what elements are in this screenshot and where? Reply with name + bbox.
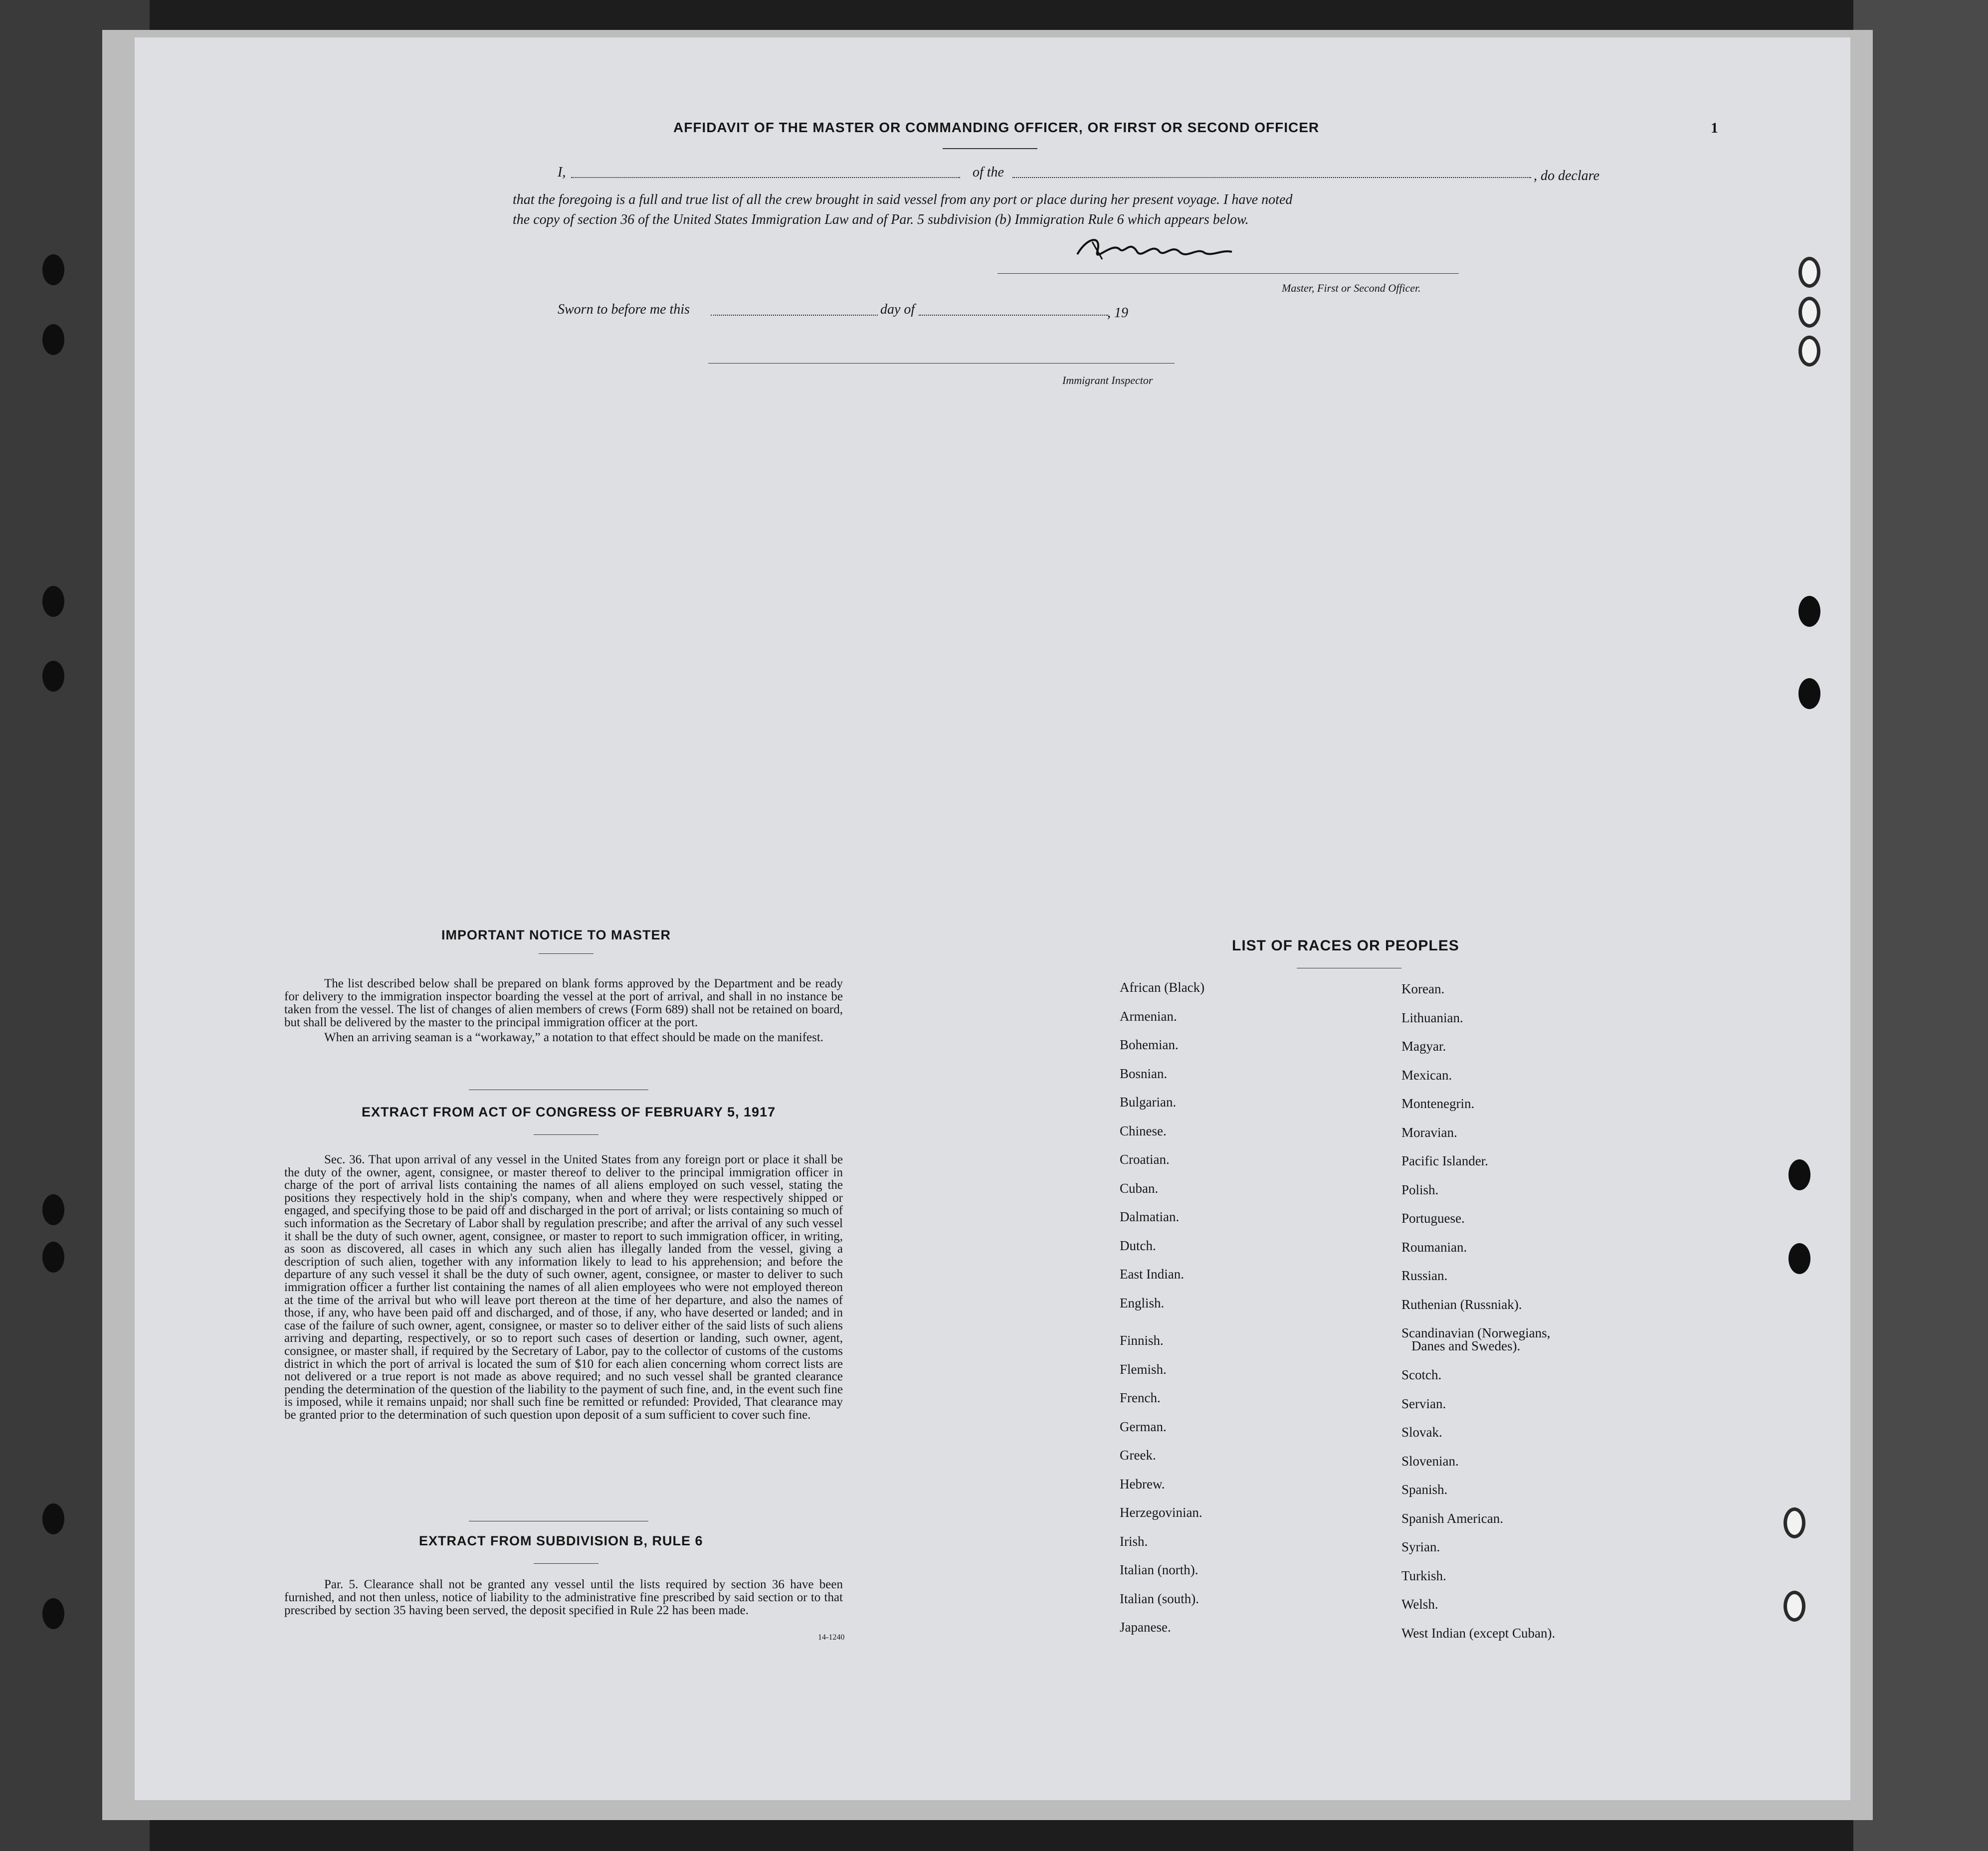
race-item: Servian. <box>1401 1396 1446 1411</box>
punch-hole <box>42 254 64 285</box>
page-mark: 1 <box>1711 120 1718 136</box>
punch-hole <box>1784 1591 1805 1622</box>
year-text: , 19 <box>1107 305 1128 321</box>
vessel-field[interactable] <box>1012 177 1531 178</box>
notice-paragraph-2: When an arriving seaman is a “workaway,” a notation to that effect should be made on the manifest. <box>324 1031 824 1044</box>
race-item: Japanese. <box>1120 1620 1171 1635</box>
rule-extract-text: Par. 5. Clearance shall not be granted any vessel until the lists required by section 36 have been furnished, and not then unless, notice of liability to the administrative fine prescribed by said section or to that prescribed by section 35 having been served, the deposit specified in Rule 22 has been made. <box>284 1578 843 1617</box>
race-item: Portuguese. <box>1401 1211 1465 1226</box>
punch-hole <box>1798 297 1820 328</box>
race-item: German. <box>1120 1419 1167 1434</box>
punch-hole <box>1798 336 1820 367</box>
race-item: Polish. <box>1401 1182 1439 1197</box>
race-item: Dalmatian. <box>1120 1209 1180 1224</box>
sworn-month-field[interactable] <box>919 315 1108 316</box>
race-item: Slovenian. <box>1401 1453 1459 1469</box>
punch-hole <box>1784 1507 1805 1538</box>
race-item: Bohemian. <box>1120 1037 1179 1052</box>
race-item: Syrian. <box>1401 1539 1440 1554</box>
rule-divider <box>534 1563 598 1564</box>
race-item: Lithuanian. <box>1401 1010 1463 1025</box>
race-item: English. <box>1120 1295 1165 1310</box>
race-item: Dutch. <box>1120 1238 1156 1253</box>
signature-line <box>997 273 1459 274</box>
form-number: 14-1240 <box>818 1633 845 1642</box>
notice-paragraph-1: The list described below shall be prepared on blank forms approved by the Department and be ready for delivery to the immigration inspector boarding the vessel at the port of arrival, and shall in no instance be taken from the vessel. The list of changes of alien members of crews (Form 689) shall not be retained on board, but shall be delivered by the master to the principal immigration officer at the port. <box>284 977 843 1029</box>
race-item: Korean. <box>1401 981 1445 996</box>
race-item: Irish. <box>1120 1533 1148 1549</box>
race-item: Flemish. <box>1120 1361 1167 1377</box>
race-item: Hebrew. <box>1120 1476 1165 1491</box>
affidavit-i: I, <box>558 165 566 180</box>
punch-hole <box>1798 596 1820 627</box>
signature <box>1072 232 1237 267</box>
race-item: Welsh. <box>1401 1597 1438 1612</box>
sworn-day-field[interactable] <box>711 315 878 316</box>
race-item: Spanish American. <box>1401 1510 1503 1526</box>
race-item: Danes and Swedes). <box>1411 1338 1521 1353</box>
race-item: Pacific Islander. <box>1401 1153 1488 1168</box>
punch-hole <box>1789 1159 1810 1190</box>
race-item: East Indian. <box>1120 1267 1184 1282</box>
punch-hole <box>42 324 64 355</box>
signature-caption: Master, First or Second Officer. <box>1282 282 1421 294</box>
act-extract-text: Sec. 36. That upon arrival of any vessel in the United States from any foreign port or place it shall be the duty of the owner, agent, consignee, or master thereof to deliver to the principal immigration officer in charge of the port of arrival lists containing the names of all aliens employed on such vessel, stating the positions they respectively hold in the ship's company, when and where they were respectively shipped or engaged, and specifying those to be paid off and discharged in the port of arrival; or lists containing so much of such information as the Secretary of Labor shall by regulation prescribe; and after the arrival of any such vessel it shall be the duty of such owner, agent, consignee, or master to report to such immigration officer, in writing, as soon as discovered, all cases in which any such alien has illegally landed from the vessel, giving a description of such alien, together with any information likely to lead to his apprehension; and before the departure of any such vessel it shall be the duty of such owner, agent, consignee, or master to deliver to such immigration officer a further list containing the names of all alien employees who were not employed thereon at the time of the arrival but who will leave port thereon at the time of her departure, and also the names of those, if any, who have been paid off and discharged, and of those, if any, who have deserted or landed; and in case of the failure of such owner, agent, consignee, or master so to deliver either of the said lists of such aliens arriving and departing, respectively, or so to report such cases of desertion or landing, such owner, agent, consignee, or master shall, if required by the Secretary of Labor, pay to the collector of customs of the customs district in which the port of arrival is located the sum of $10 for each alien concerning whom correct lists are not delivered or a true report is not made as above required; and no such vessel shall be granted clearance pending the determination of the question of the liability to the payment of such fine, and, in the event such fine is imposed, while it remains unpaid; nor shall such fine be remitted or refunded: Provided, That clearance may be granted prior to the determination of such question upon deposit of a sum sufficient to cover such fine. <box>284 1153 843 1422</box>
race-item: Scandinavian (Norwegians, <box>1401 1325 1551 1340</box>
race-item: Bosnian. <box>1120 1066 1168 1081</box>
race-item: Armenian. <box>1120 1008 1177 1024</box>
race-item: Scotch. <box>1401 1367 1442 1382</box>
race-item: Spanish. <box>1401 1482 1448 1497</box>
affidavit-declare: , do declare <box>1534 168 1599 184</box>
race-item: Italian (south). <box>1120 1591 1199 1606</box>
punch-hole <box>1798 678 1820 709</box>
race-item: Roumanian. <box>1401 1239 1467 1255</box>
notice-title: IMPORTANT NOTICE TO MASTER <box>441 927 671 942</box>
inspector-line <box>708 363 1175 364</box>
affidavit-line2: that the foregoing is a full and true list of all the crew brought in said vessel from any port or place during her present voyage. I have noted <box>513 192 1293 207</box>
race-item: Slovak. <box>1401 1425 1442 1440</box>
sworn-text: Sworn to before me this <box>558 302 690 317</box>
punch-hole <box>42 586 64 617</box>
name-field[interactable] <box>571 177 960 178</box>
punch-hole <box>42 1242 64 1273</box>
punch-hole <box>1789 1243 1810 1274</box>
race-item: Ruthenian (Russniak). <box>1401 1296 1522 1312</box>
race-item: Italian (north). <box>1120 1562 1198 1577</box>
inspector-caption: Immigrant Inspector <box>1062 374 1153 386</box>
race-item: Turkish. <box>1401 1568 1446 1583</box>
race-item: Greek. <box>1120 1448 1156 1463</box>
race-item: Croatian. <box>1120 1152 1170 1167</box>
affidavit-title: AFFIDAVIT OF THE MASTER OR COMMANDING OFFICER, OR FIRST OR SECOND OFFICER <box>673 120 1320 135</box>
race-item: French. <box>1120 1390 1161 1405</box>
act-divider <box>534 1134 598 1135</box>
race-item: Russian. <box>1401 1268 1448 1283</box>
race-item: African (Black) <box>1120 980 1205 995</box>
race-item: Chinese. <box>1120 1123 1167 1138</box>
race-item: Cuban. <box>1120 1180 1159 1196</box>
races-title: LIST OF RACES OR PEOPLES <box>1232 937 1459 954</box>
punch-hole <box>42 661 64 692</box>
race-item: Moravian. <box>1401 1124 1457 1140</box>
day-of-text: day of <box>880 302 915 317</box>
race-item: Magyar. <box>1401 1039 1446 1054</box>
binder-right-edge <box>1853 0 1988 1851</box>
affidavit-line3: the copy of section 36 of the United States Immigration Law and of Par. 5 subdivision (b) Immigration Rule 6 which appears below. <box>513 212 1249 227</box>
race-item: West Indian (except Cuban). <box>1401 1625 1556 1641</box>
race-item: Mexican. <box>1401 1067 1452 1083</box>
affidavit-of-the: of the <box>973 165 1004 180</box>
punch-hole <box>42 1194 64 1225</box>
race-item: Herzegovinian. <box>1120 1505 1202 1520</box>
notice-divider <box>539 953 594 954</box>
title-divider <box>943 148 1037 149</box>
punch-hole <box>42 1598 64 1629</box>
punch-hole <box>42 1503 64 1534</box>
race-item: Finnish. <box>1120 1333 1164 1348</box>
race-item: Bulgarian. <box>1120 1095 1177 1110</box>
punch-hole <box>1798 257 1820 288</box>
document-page <box>135 37 1850 1800</box>
race-item: Montenegrin. <box>1401 1096 1475 1111</box>
rule-extract-title: EXTRACT FROM SUBDIVISION B, RULE 6 <box>419 1533 703 1548</box>
act-extract-title: EXTRACT FROM ACT OF CONGRESS OF FEBRUARY 5, 1917 <box>362 1105 776 1119</box>
